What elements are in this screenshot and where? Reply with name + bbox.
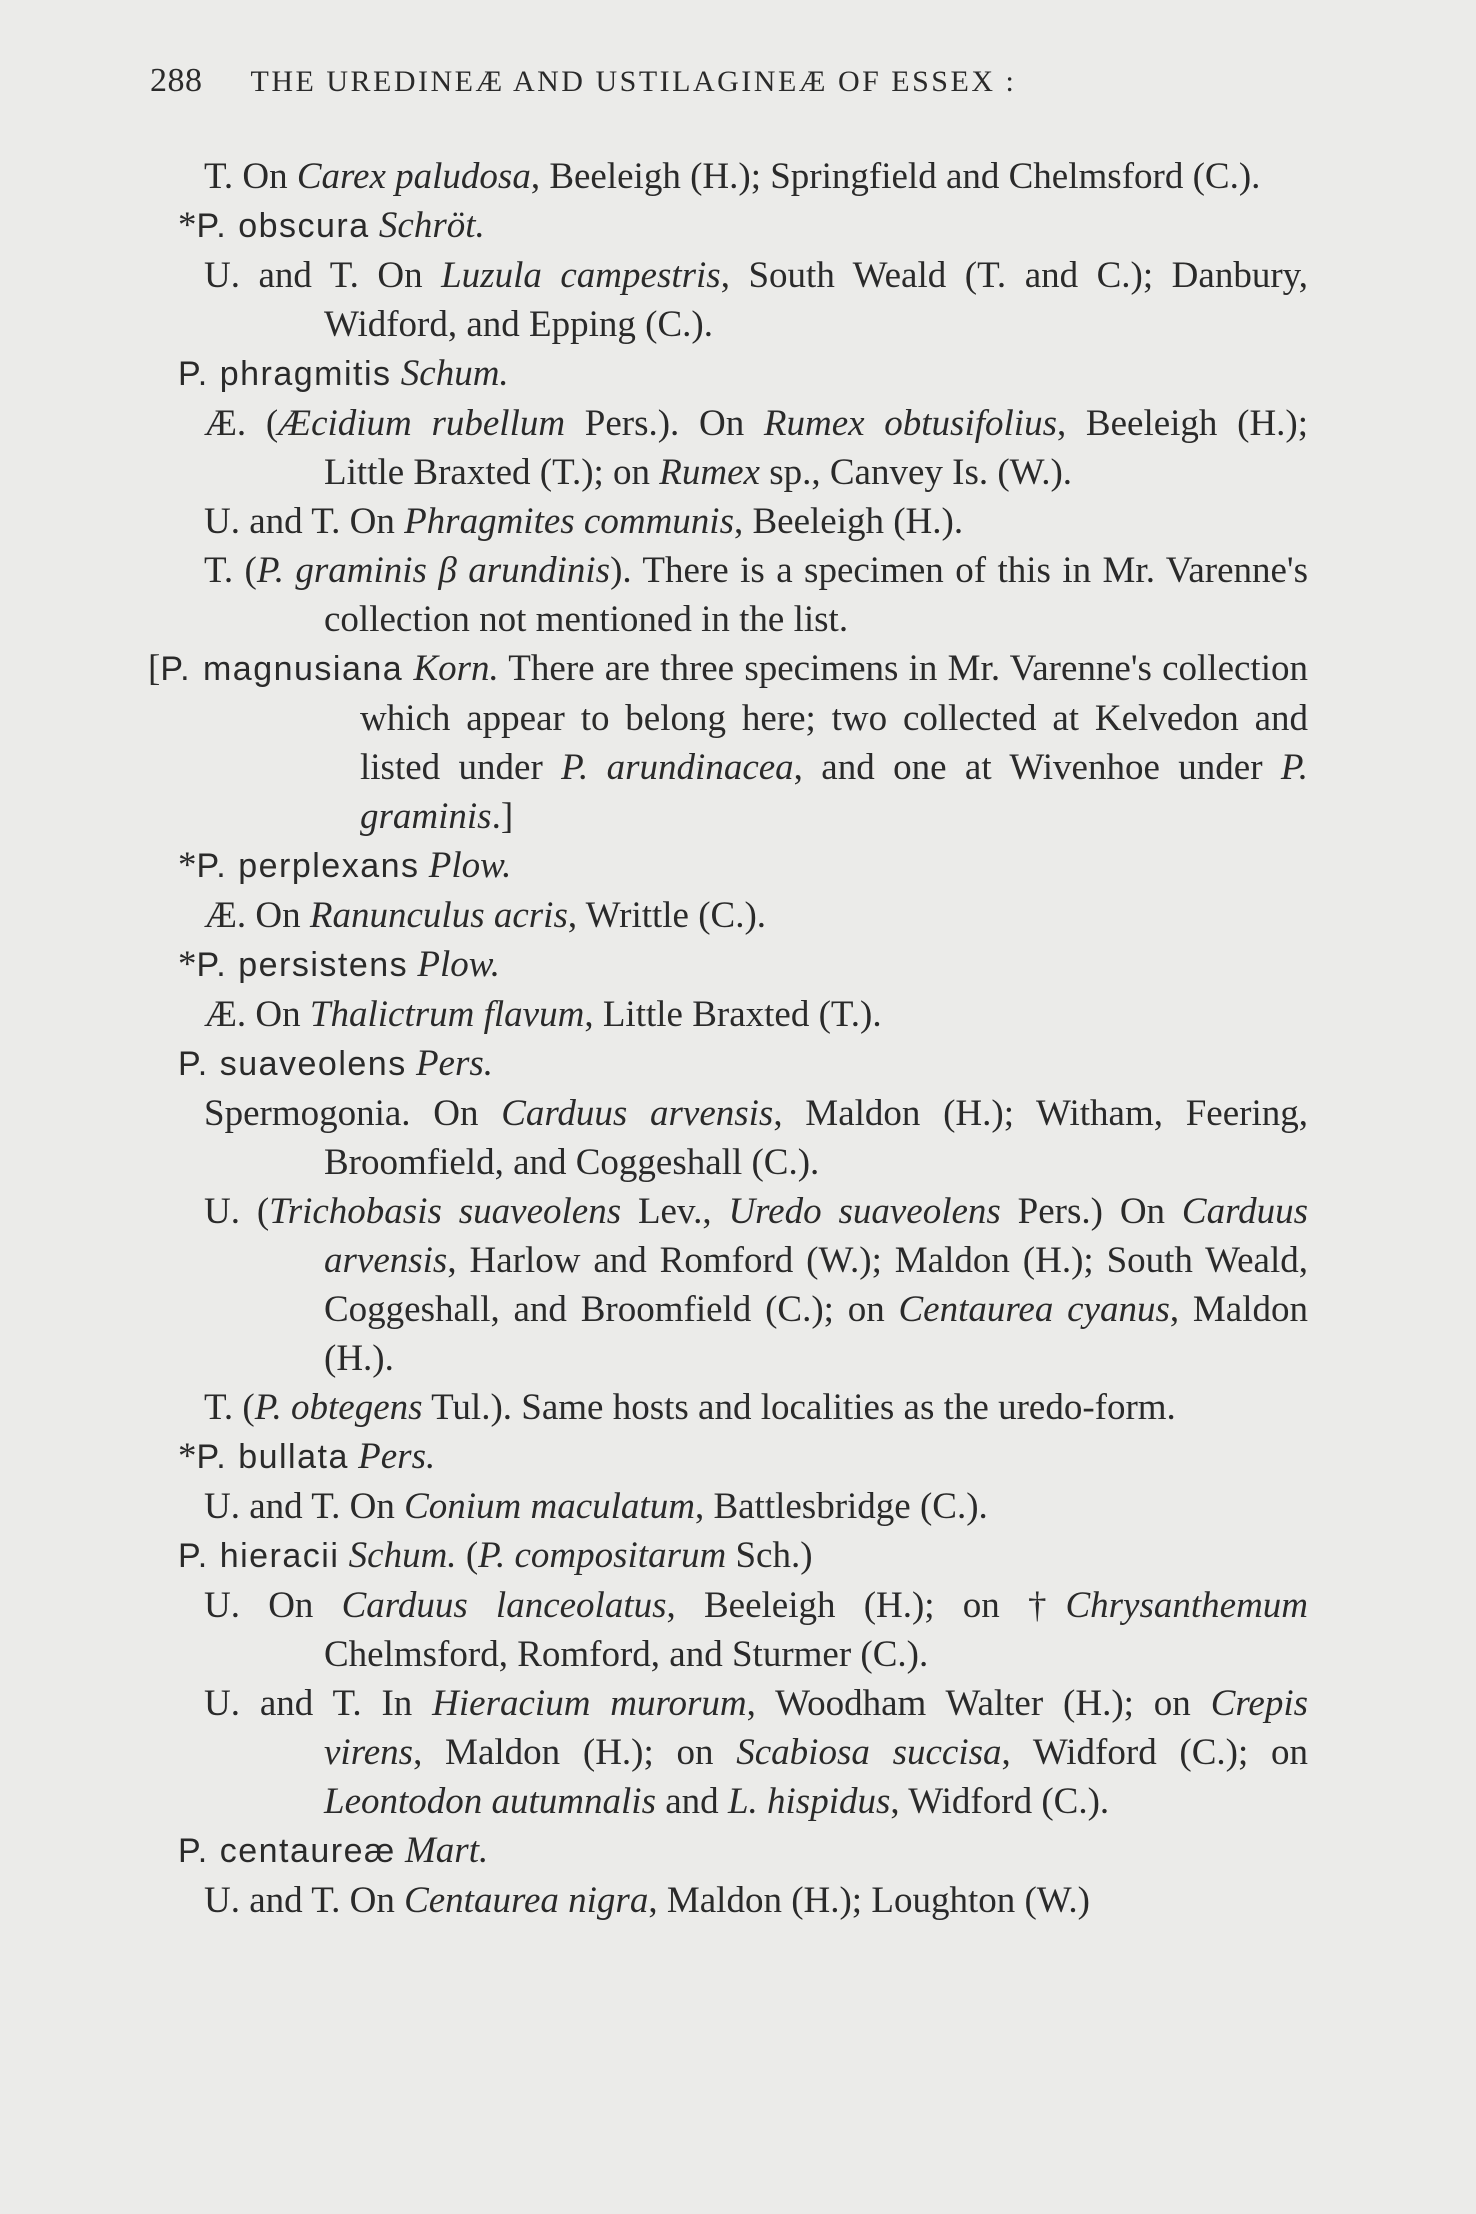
page-body <box>148 152 1308 1925</box>
new-record-mark: * <box>178 1436 197 1477</box>
taxon-name: Chrysanthemum <box>1065 1585 1309 1626</box>
record-text: ( <box>233 550 257 591</box>
species-author: Schröt. <box>378 205 485 246</box>
taxon-name: Hieracium murorum <box>432 1683 747 1724</box>
host-record <box>148 1383 1308 1432</box>
taxon-name: Rumex obtusifolius <box>763 403 1057 444</box>
species-author: Plow. <box>428 845 512 886</box>
note-text: There are three specimens in Mr. Varenne's collection which appear to belong here; two collected at Kelvedon and listed under <box>360 648 1308 788</box>
taxon-name: Scabiosa succisa <box>736 1732 1002 1773</box>
record-text: , Maldon (H.); on <box>413 1732 737 1773</box>
taxon-name: Conium maculatum <box>404 1486 695 1527</box>
record-text: , Writtle (C.). <box>567 895 767 936</box>
open-bracket: [ <box>148 648 161 689</box>
taxon-name: Phragmites communis <box>404 501 734 542</box>
record-text: On <box>246 895 310 936</box>
host-record <box>148 152 1308 201</box>
host-record <box>148 1482 1308 1531</box>
record-text: , Beeleigh (H.); Little Braxted (T.); on <box>324 403 1309 493</box>
record-text: ( <box>239 1191 270 1232</box>
host-record <box>148 497 1308 546</box>
taxon-name: P. graminis β arundinis <box>256 550 611 591</box>
record-text: Pers.) On <box>1000 1191 1182 1232</box>
taxon-name: Carduus arvensis <box>324 1191 1309 1281</box>
taxon-name: Centaurea cyanus <box>898 1289 1170 1330</box>
spore-stage: T. <box>204 550 234 591</box>
species-heading <box>148 201 1308 251</box>
record-text: ). There is a specimen of this in Mr. Varenne's collection not mentioned in the list. <box>324 550 1308 640</box>
species-heading <box>148 841 1308 891</box>
record-text: , Harlow and Romford (W.); Maldon (H.); South Weald, Coggeshall, and Broomfield (C.); on <box>324 1240 1308 1330</box>
synonym-text: ( <box>456 1535 479 1576</box>
taxon-name: Ranunculus acris <box>309 895 568 936</box>
species-name: P. perplexans <box>196 847 420 885</box>
species-name: P. hieracii <box>178 1537 340 1575</box>
host-record <box>148 1679 1308 1826</box>
page-number: 288 <box>150 62 203 99</box>
taxon-name: Leontodon autumnalis <box>324 1781 656 1822</box>
record-text: On <box>246 994 310 1035</box>
species-author: Schum. <box>400 353 509 394</box>
species-heading <box>148 1826 1308 1876</box>
spore-stage: U. and T. <box>204 255 359 296</box>
record-text: On <box>340 1486 405 1527</box>
taxon-name: Rumex <box>659 452 760 493</box>
record-text: , Widford (C.). <box>890 1781 1110 1822</box>
synonym <box>457 1535 813 1576</box>
taxon-name: Carex paludosa <box>296 156 531 197</box>
species-name: P. magnusiana <box>160 650 404 688</box>
spore-stage: U. <box>204 1585 240 1626</box>
host-record <box>148 546 1308 644</box>
host-record <box>148 990 1308 1039</box>
record-text: , Maldon (H.); Witham, Feering, Broomfield, and Coggeshall (C.). <box>324 1093 1308 1183</box>
host-record <box>148 1187 1308 1383</box>
taxon-name: P. arundinacea <box>561 747 794 788</box>
record-text: , South Weald (T. and C.); Danbury, Widford, and Epping (C.). <box>324 255 1308 345</box>
spore-stage: U. <box>204 1191 240 1232</box>
species-heading <box>148 1432 1308 1482</box>
taxon-name: Thalictrum flavum <box>309 994 585 1035</box>
host-record <box>148 399 1308 497</box>
taxon-name: P. graminis <box>360 747 1309 837</box>
record-text: , Beeleigh (H.); on † <box>666 1585 1066 1626</box>
note-text: , and one at Wivenhoe under <box>793 747 1281 788</box>
record-text: On <box>340 501 405 542</box>
spore-stage: U. and T. <box>204 1880 341 1921</box>
species-heading <box>148 1039 1308 1089</box>
record-text: , Widford (C.); on <box>1001 1732 1309 1773</box>
running-head: THE UREDINEÆ AND USTILAGINEÆ OF ESSEX : <box>250 65 1017 98</box>
record-text: , Little Braxted (T.). <box>584 994 882 1035</box>
spore-stage: Spermogonia. <box>204 1093 411 1134</box>
species-heading <box>148 349 1308 399</box>
spore-stage: Æ. <box>204 994 247 1035</box>
spore-stage: Æ. <box>204 403 247 444</box>
species-author: Korn. <box>413 648 499 689</box>
species-name: P. centaureæ <box>178 1832 396 1870</box>
spore-stage: U. and T. <box>204 1683 362 1724</box>
record-text: On <box>410 1093 502 1134</box>
species-author: Pers. <box>415 1043 494 1084</box>
taxon-name: Uredo suaveolens <box>728 1191 1001 1232</box>
new-record-mark: * <box>178 944 197 985</box>
record-text: On <box>233 156 297 197</box>
species-name: P. phragmitis <box>178 355 392 393</box>
taxon-name: Trichobasis suaveolens <box>269 1191 622 1232</box>
synonym-text: Sch.) <box>726 1535 813 1576</box>
record-text: , Maldon (H.). <box>324 1289 1308 1379</box>
species-author: Plow. <box>417 944 500 985</box>
spore-stage: U. and T. <box>204 501 341 542</box>
species-name: P. suaveolens <box>178 1045 407 1083</box>
spore-stage: U. and T. <box>204 1486 341 1527</box>
record-text: On <box>239 1585 342 1626</box>
species-author: Pers. <box>358 1436 436 1477</box>
record-text: sp., Canvey Is. (W.). <box>759 452 1073 493</box>
record-text: , Battlesbridge (C.). <box>694 1486 988 1527</box>
record-text: Pers.). On <box>565 403 764 444</box>
record-text: On <box>340 1880 405 1921</box>
record-text: ( <box>233 1387 255 1428</box>
bracketed-note <box>148 644 1308 841</box>
taxon-name: Centaurea nigra <box>404 1880 649 1921</box>
host-record <box>148 891 1308 940</box>
taxon-name: P. obtegens <box>254 1387 423 1428</box>
spore-stage: T. <box>204 156 234 197</box>
taxon-name: Carduus lanceolatus <box>341 1585 667 1626</box>
record-text: Tul.). Same hosts and localities as the uredo-form. <box>422 1387 1176 1428</box>
species-name: P. obscura <box>196 207 370 245</box>
spore-stage: T. <box>204 1387 234 1428</box>
record-text: , Beeleigh (H.). <box>733 501 964 542</box>
host-record <box>148 1581 1308 1679</box>
taxon-name: P. compositarum <box>478 1535 727 1576</box>
record-text: Chelmsford, Romford, and Sturmer (C.). <box>324 1634 929 1675</box>
page-header <box>150 62 1016 100</box>
taxon-name: Crepis virens <box>324 1683 1308 1773</box>
new-record-mark: * <box>178 845 197 886</box>
species-author: Mart. <box>404 1830 489 1871</box>
taxon-name: Carduus arvensis <box>501 1093 774 1134</box>
species-heading <box>148 940 1308 990</box>
taxon-name: Æcidium rubellum <box>278 403 566 444</box>
species-name: P. bullata <box>196 1438 349 1476</box>
record-text: , Maldon (H.); Loughton (W.) <box>648 1880 1090 1921</box>
record-text: Lev., <box>621 1191 729 1232</box>
record-text: , Woodham Walter (H.); on <box>746 1683 1211 1724</box>
record-text: , Beeleigh (H.); Springfield and Chelmsford (C.). <box>530 156 1261 197</box>
record-text: In <box>361 1683 433 1724</box>
record-text: On <box>358 255 442 296</box>
taxon-name: L. hispidus <box>727 1781 891 1822</box>
spore-stage: Æ. <box>204 895 247 936</box>
host-record <box>148 1089 1308 1187</box>
note-text: .] <box>491 796 514 837</box>
host-record <box>148 251 1308 349</box>
host-record <box>148 1876 1308 1925</box>
species-name: P. persistens <box>196 946 409 984</box>
record-text: ( <box>246 403 279 444</box>
record-text: and <box>656 1781 728 1822</box>
taxon-name: Luzula campestris <box>441 255 721 296</box>
species-author: Schum. <box>348 1535 457 1576</box>
new-record-mark: * <box>178 205 197 246</box>
species-heading <box>148 1531 1308 1581</box>
